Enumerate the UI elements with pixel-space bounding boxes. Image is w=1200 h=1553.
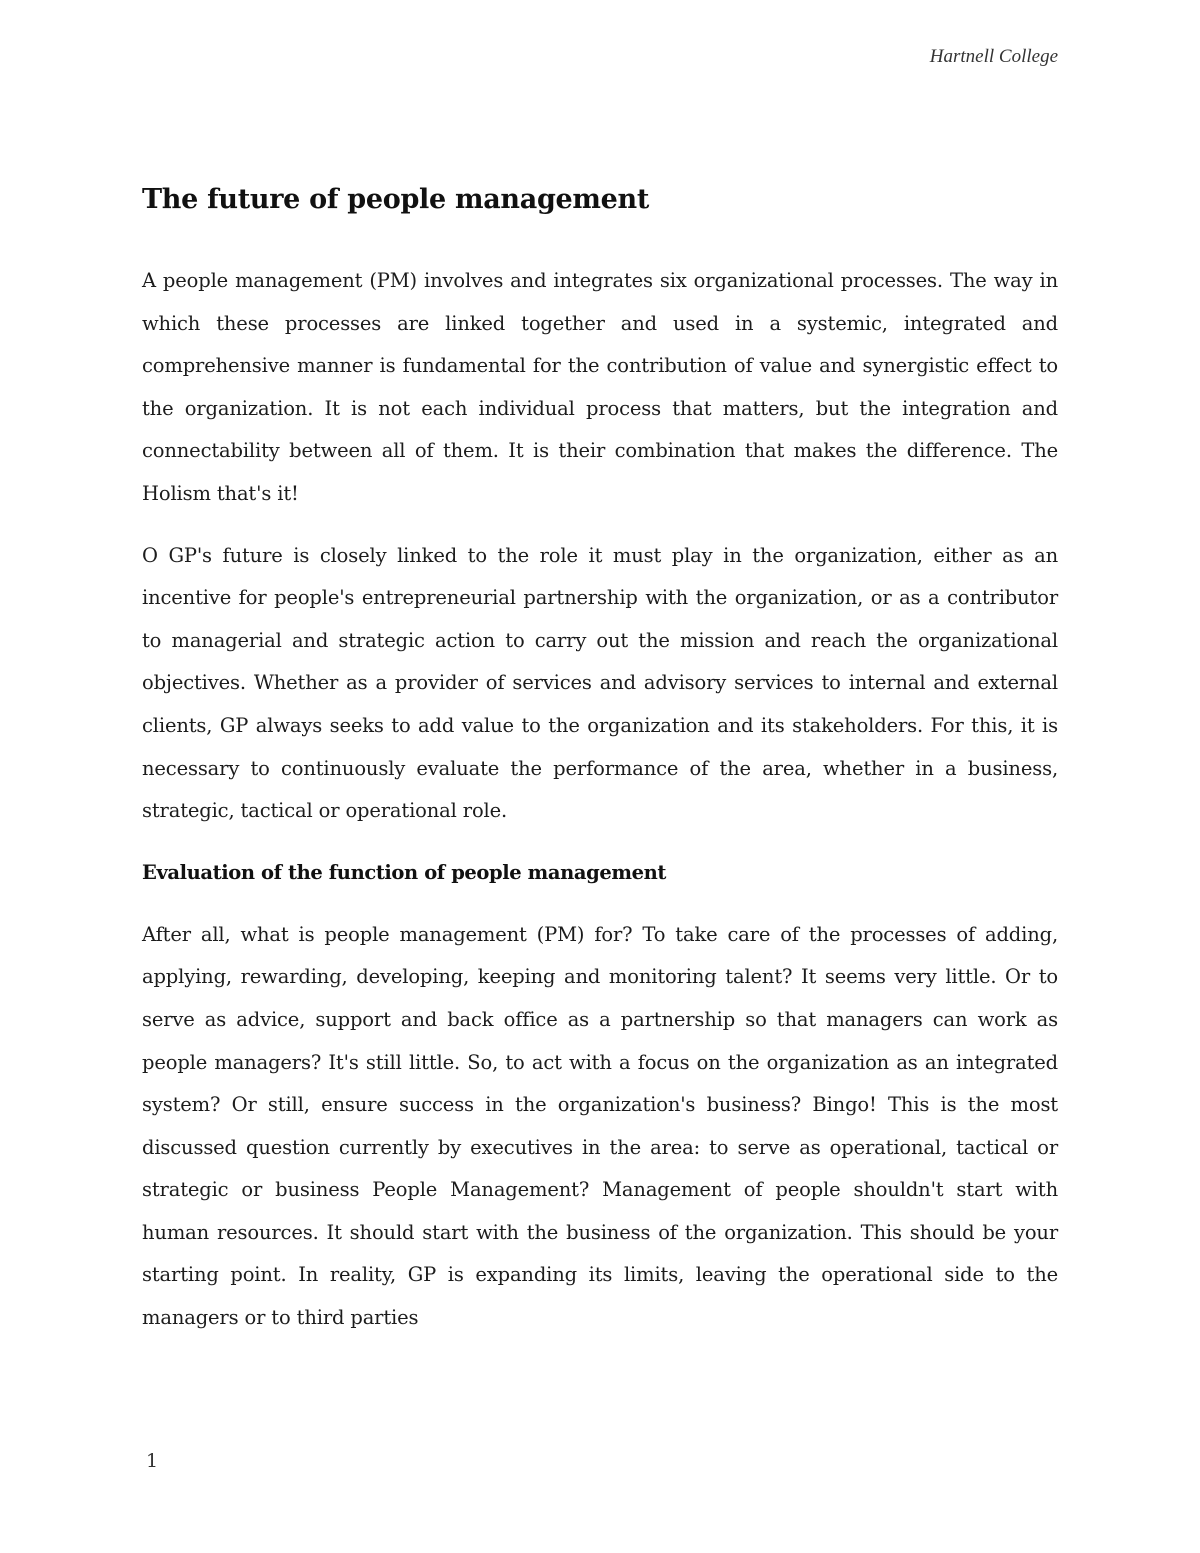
paragraph-evaluation: After all, what is people management (PM) for? To take care of the processes of adding, applying, rewarding, developing, keeping and monitoring talent? It seems very little. Or to serve as advice, support and back office as a partnership so that managers can work as people managers? It's still little. So, to act with a focus on the organization as an integrated system? Or still, ensure success in the organization's business? Bingo! This is the most discussed question currently by executives in the area: to serve as operational, tactical or strategic or business People Management? Management of people shouldn't start with human resources. It should start with the business of the organization. This should be your starting point. In reality, GP is expanding its limits, leaving the operational side to the managers or to third parties [142,922,1058,1330]
paragraph-gp-future: O GP's future is closely linked to the role it must play in the organization, either as an incentive for people's entrepreneurial partnership with the organization, or as a contributor to managerial and strategic action to carry out the mission and reach the organizational objectives. Whether as a provider of services and advisory services to internal and external clients, GP always seeks to add value to the organization and its stakeholders. For this, it is necessary to continuously evaluate the performance of the area, whether in a business, strategic, tactical or operational role. [142,543,1058,823]
page-number: 1 [146,1450,159,1472]
page-header: Hartnell College [929,46,1058,67]
document-body [142,178,1058,1359]
page-title: The future of people management [142,184,650,215]
paragraph-intro: A people management (PM) involves and integrates six organizational processes. The way in which these processes are linked together and used in a systemic, integrated and comprehensive manner is fundamental for the contribution of value and synergistic effect to the organization. It is not each individual process that matters, but the integration and connectability between all of them. It is their combination that makes the difference. The Holism that's it! [142,269,1058,505]
section-heading: Evaluation of the function of people management [142,860,667,884]
